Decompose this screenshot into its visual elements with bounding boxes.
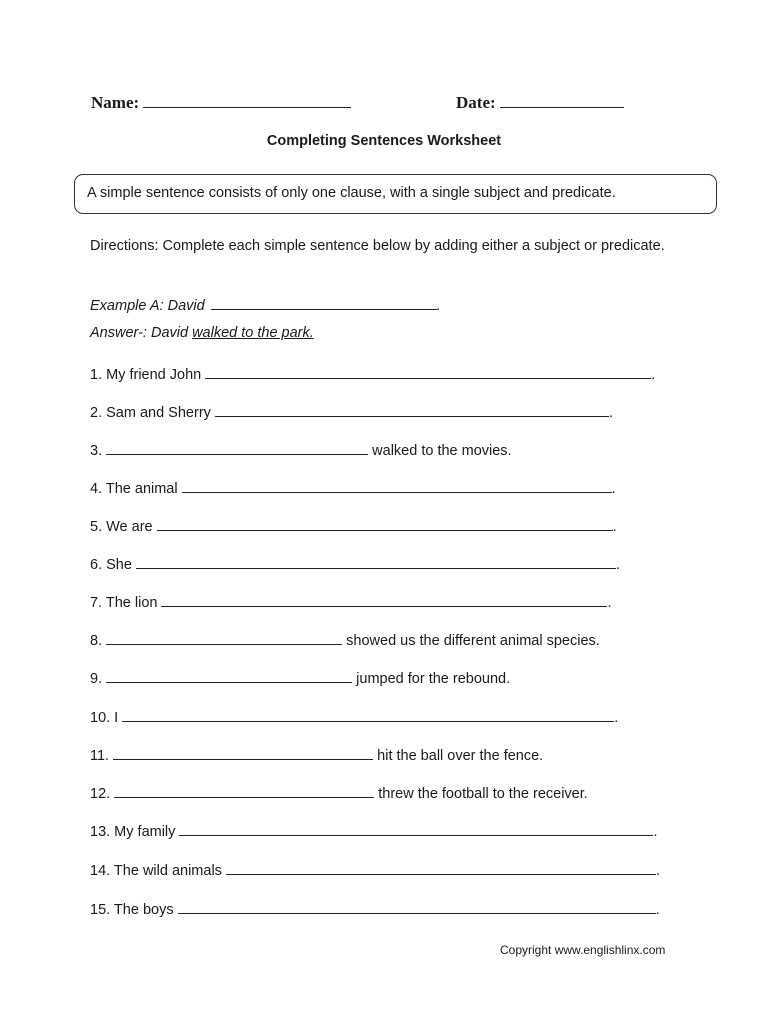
question-row (90, 901, 660, 918)
question-row (90, 862, 660, 879)
question-row (90, 785, 588, 802)
question-row (90, 442, 512, 459)
answer-blank-line[interactable] (205, 366, 651, 379)
question-suffix: . (608, 405, 613, 421)
question-suffix: threw the football to the receiver. (378, 786, 588, 802)
answer-blank-line[interactable] (113, 747, 373, 760)
question-prefix: 2. Sam and Sherry (90, 405, 211, 421)
question-row (90, 747, 543, 764)
question-suffix: jumped for the rebound. (356, 671, 511, 687)
question-suffix: . (607, 595, 612, 611)
date-label: Date: (456, 93, 496, 112)
date-field (456, 93, 624, 113)
question-suffix: . (614, 710, 619, 726)
question-suffix: . (611, 481, 616, 497)
question-row (90, 404, 613, 421)
question-prefix: 3. (90, 443, 103, 459)
worksheet-title: Completing Sentences Worksheet (266, 133, 502, 149)
answer-blank-line[interactable] (178, 901, 656, 914)
question-suffix: . (612, 519, 617, 535)
answer-blank-line[interactable] (136, 556, 616, 569)
answer-blank-line[interactable] (182, 480, 612, 493)
question-prefix: 13. My family (90, 824, 176, 840)
question-suffix: . (651, 367, 656, 383)
name-blank-line[interactable] (143, 106, 351, 108)
question-prefix: 9. (90, 671, 103, 687)
question-prefix: 15. The boys (90, 902, 174, 918)
answer-blank-line[interactable] (106, 670, 352, 683)
copyright-text: Copyright www.englishlinx.com (500, 943, 666, 957)
question-row (90, 366, 655, 383)
answer-blank-line[interactable] (114, 785, 374, 798)
question-prefix: 11. (90, 748, 110, 764)
example-answer (90, 325, 314, 341)
answer-blank-line[interactable] (106, 442, 368, 455)
question-prefix: 8. (90, 633, 103, 649)
question-prefix: 1. My friend John (90, 367, 202, 383)
question-prefix: 6. She (90, 557, 132, 573)
question-prefix: 4. The animal (90, 481, 178, 497)
question-row (90, 556, 620, 573)
question-prefix: 10. I (90, 710, 119, 726)
question-prefix: 12. (90, 786, 111, 802)
question-row (90, 823, 657, 840)
date-blank-line[interactable] (500, 106, 624, 108)
question-row (90, 632, 600, 649)
answer-blank-line[interactable] (122, 709, 614, 722)
question-suffix: . (655, 902, 660, 918)
question-suffix: . (615, 557, 620, 573)
question-row (90, 670, 510, 687)
directions-text: Directions: Complete each simple sentence below by adding either a subject or predicate. (90, 238, 665, 254)
answer-blank-line[interactable] (215, 404, 609, 417)
answer-blank-line[interactable] (157, 518, 613, 531)
question-row (90, 518, 617, 535)
question-suffix: walked to the movies. (372, 443, 512, 459)
question-suffix: hit the ball over the fence. (377, 748, 544, 764)
question-prefix: 14. The wild animals (90, 863, 222, 879)
example-a: Example A: David . (90, 298, 441, 314)
name-label: Name: (91, 93, 140, 112)
question-row (90, 480, 616, 497)
question-suffix: showed us the different animal species. (346, 633, 600, 649)
question-suffix: . (653, 824, 658, 840)
answer-blank-line[interactable] (179, 823, 653, 836)
answer-blank-line[interactable] (106, 632, 342, 645)
example-prompt-prefix: Example A: David (90, 298, 205, 314)
question-prefix: 7. The lion (90, 595, 158, 611)
answer-blank-line[interactable] (161, 594, 607, 607)
answer-text: walked to the park. (192, 325, 314, 341)
example-blank-line (211, 308, 437, 310)
question-row (90, 594, 612, 611)
answer-blank-line[interactable] (226, 862, 656, 875)
question-prefix: 5. We are (90, 519, 153, 535)
name-field (91, 93, 351, 113)
definition-box (74, 174, 717, 214)
definition-text: A simple sentence consists of only one clause, with a single subject and predicate. (87, 185, 616, 201)
answer-prefix: Answer-: David (90, 325, 189, 341)
question-suffix: . (655, 863, 660, 879)
question-row (90, 709, 618, 726)
